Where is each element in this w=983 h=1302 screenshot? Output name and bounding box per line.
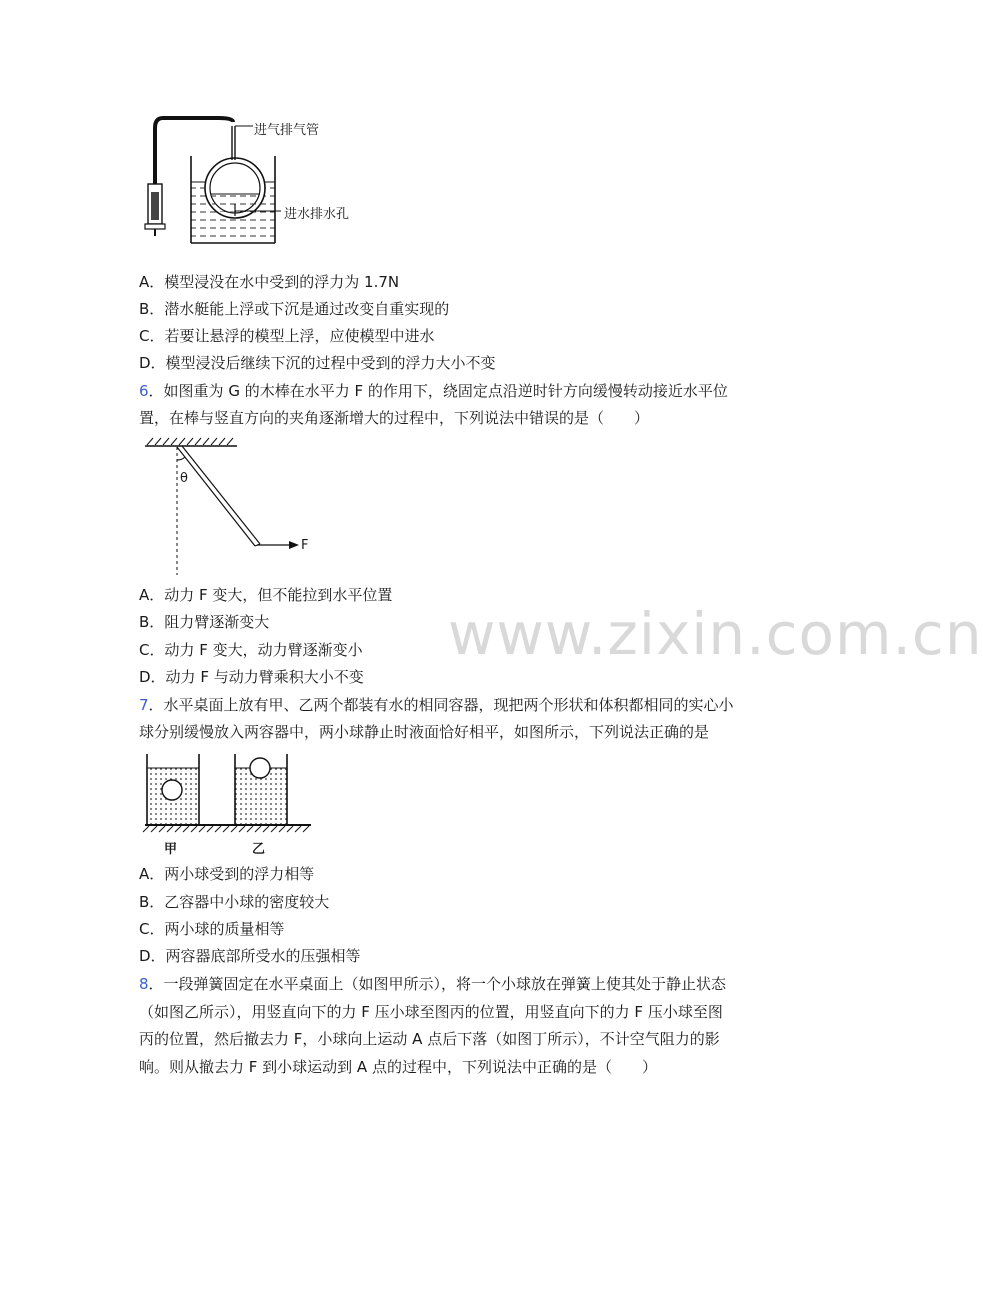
q6-option-a: A．动力 F 变大，但不能拉到水平位置 xyxy=(139,586,393,604)
q6-stem-line2: 置，在棒与竖直方向的夹角逐渐增大的过程中，下列说法中错误的是（ ） xyxy=(139,409,650,427)
watermark: www.zixin.com.cn xyxy=(448,600,983,668)
q8-stem-line2: （如图乙所示），用竖直向下的力 F 压小球至图丙的位置，用竖直向下的力 F 压小球至图 xyxy=(139,1003,723,1021)
q6-stem-line1: 6．如图重为 G 的木棒在水平力 F 的作用下，绕固定点沿逆时针方向缓慢转动接近水平位 xyxy=(139,382,728,400)
intake-exhaust-tube-label: 进气排气管 xyxy=(254,123,320,138)
q6-option-b: B．阻力臂逐渐变大 xyxy=(139,613,270,631)
q5-option-c: C．若要让悬浮的模型上浮，应使模型中进水 xyxy=(139,327,435,345)
q8-stem-line1: 8．一段弹簧固定在水平桌面上（如图甲所示），将一个小球放在弹簧上使其处于静止状态 xyxy=(139,975,727,993)
lever-rod-figure xyxy=(139,432,339,577)
q7-stem-line2: 球分别缓慢放入两容器中，两小球静止时液面恰好相平，如图所示，下列说法正确的是 xyxy=(139,723,710,741)
q8-number: 8 xyxy=(139,975,149,993)
q8-stem-line4: 响。则从撤去力 F 到小球运动到 A 点的过程中，下列说法中正确的是（ ） xyxy=(139,1058,657,1076)
q6-option-d: D．动力 F 与动力臂乘积大小不变 xyxy=(139,668,364,686)
q5-option-b: B．潜水艇能上浮或下沉是通过改变自重实现的 xyxy=(139,300,450,318)
q7-number: 7 xyxy=(139,696,149,714)
q7-option-d: D．两容器底部所受水的压强相等 xyxy=(139,947,361,965)
water-hole-label: 进水排水孔 xyxy=(284,207,350,222)
q7-option-b: B．乙容器中小球的密度较大 xyxy=(139,893,330,911)
force-f-label: F xyxy=(301,538,309,553)
q7-option-a: A．两小球受到的浮力相等 xyxy=(139,865,315,883)
q6-option-c: C．动力 F 变大，动力臂逐渐变小 xyxy=(139,641,363,659)
q6-number: 6 xyxy=(139,382,149,400)
q5-option-a: A．模型浸没在水中受到的浮力为 1.7N xyxy=(139,273,400,291)
q8-stem-line3: 丙的位置，然后撤去力 F，小球向上运动 A 点后下落（如图丁所示），不计空气阻力的影 xyxy=(139,1030,720,1048)
container-jia-label: 甲 xyxy=(164,842,178,857)
q5-option-d: D．模型浸没后继续下沉的过程中受到的浮力大小不变 xyxy=(139,354,496,372)
angle-theta-label: θ xyxy=(180,471,188,486)
q7-stem-line1: 7．水平桌面上放有甲、乙两个都装有水的相同容器，现把两个形状和体积都相同的实心小 xyxy=(139,696,734,714)
container-yi-label: 乙 xyxy=(252,842,266,857)
q7-option-c: C．两小球的质量相等 xyxy=(139,920,285,938)
